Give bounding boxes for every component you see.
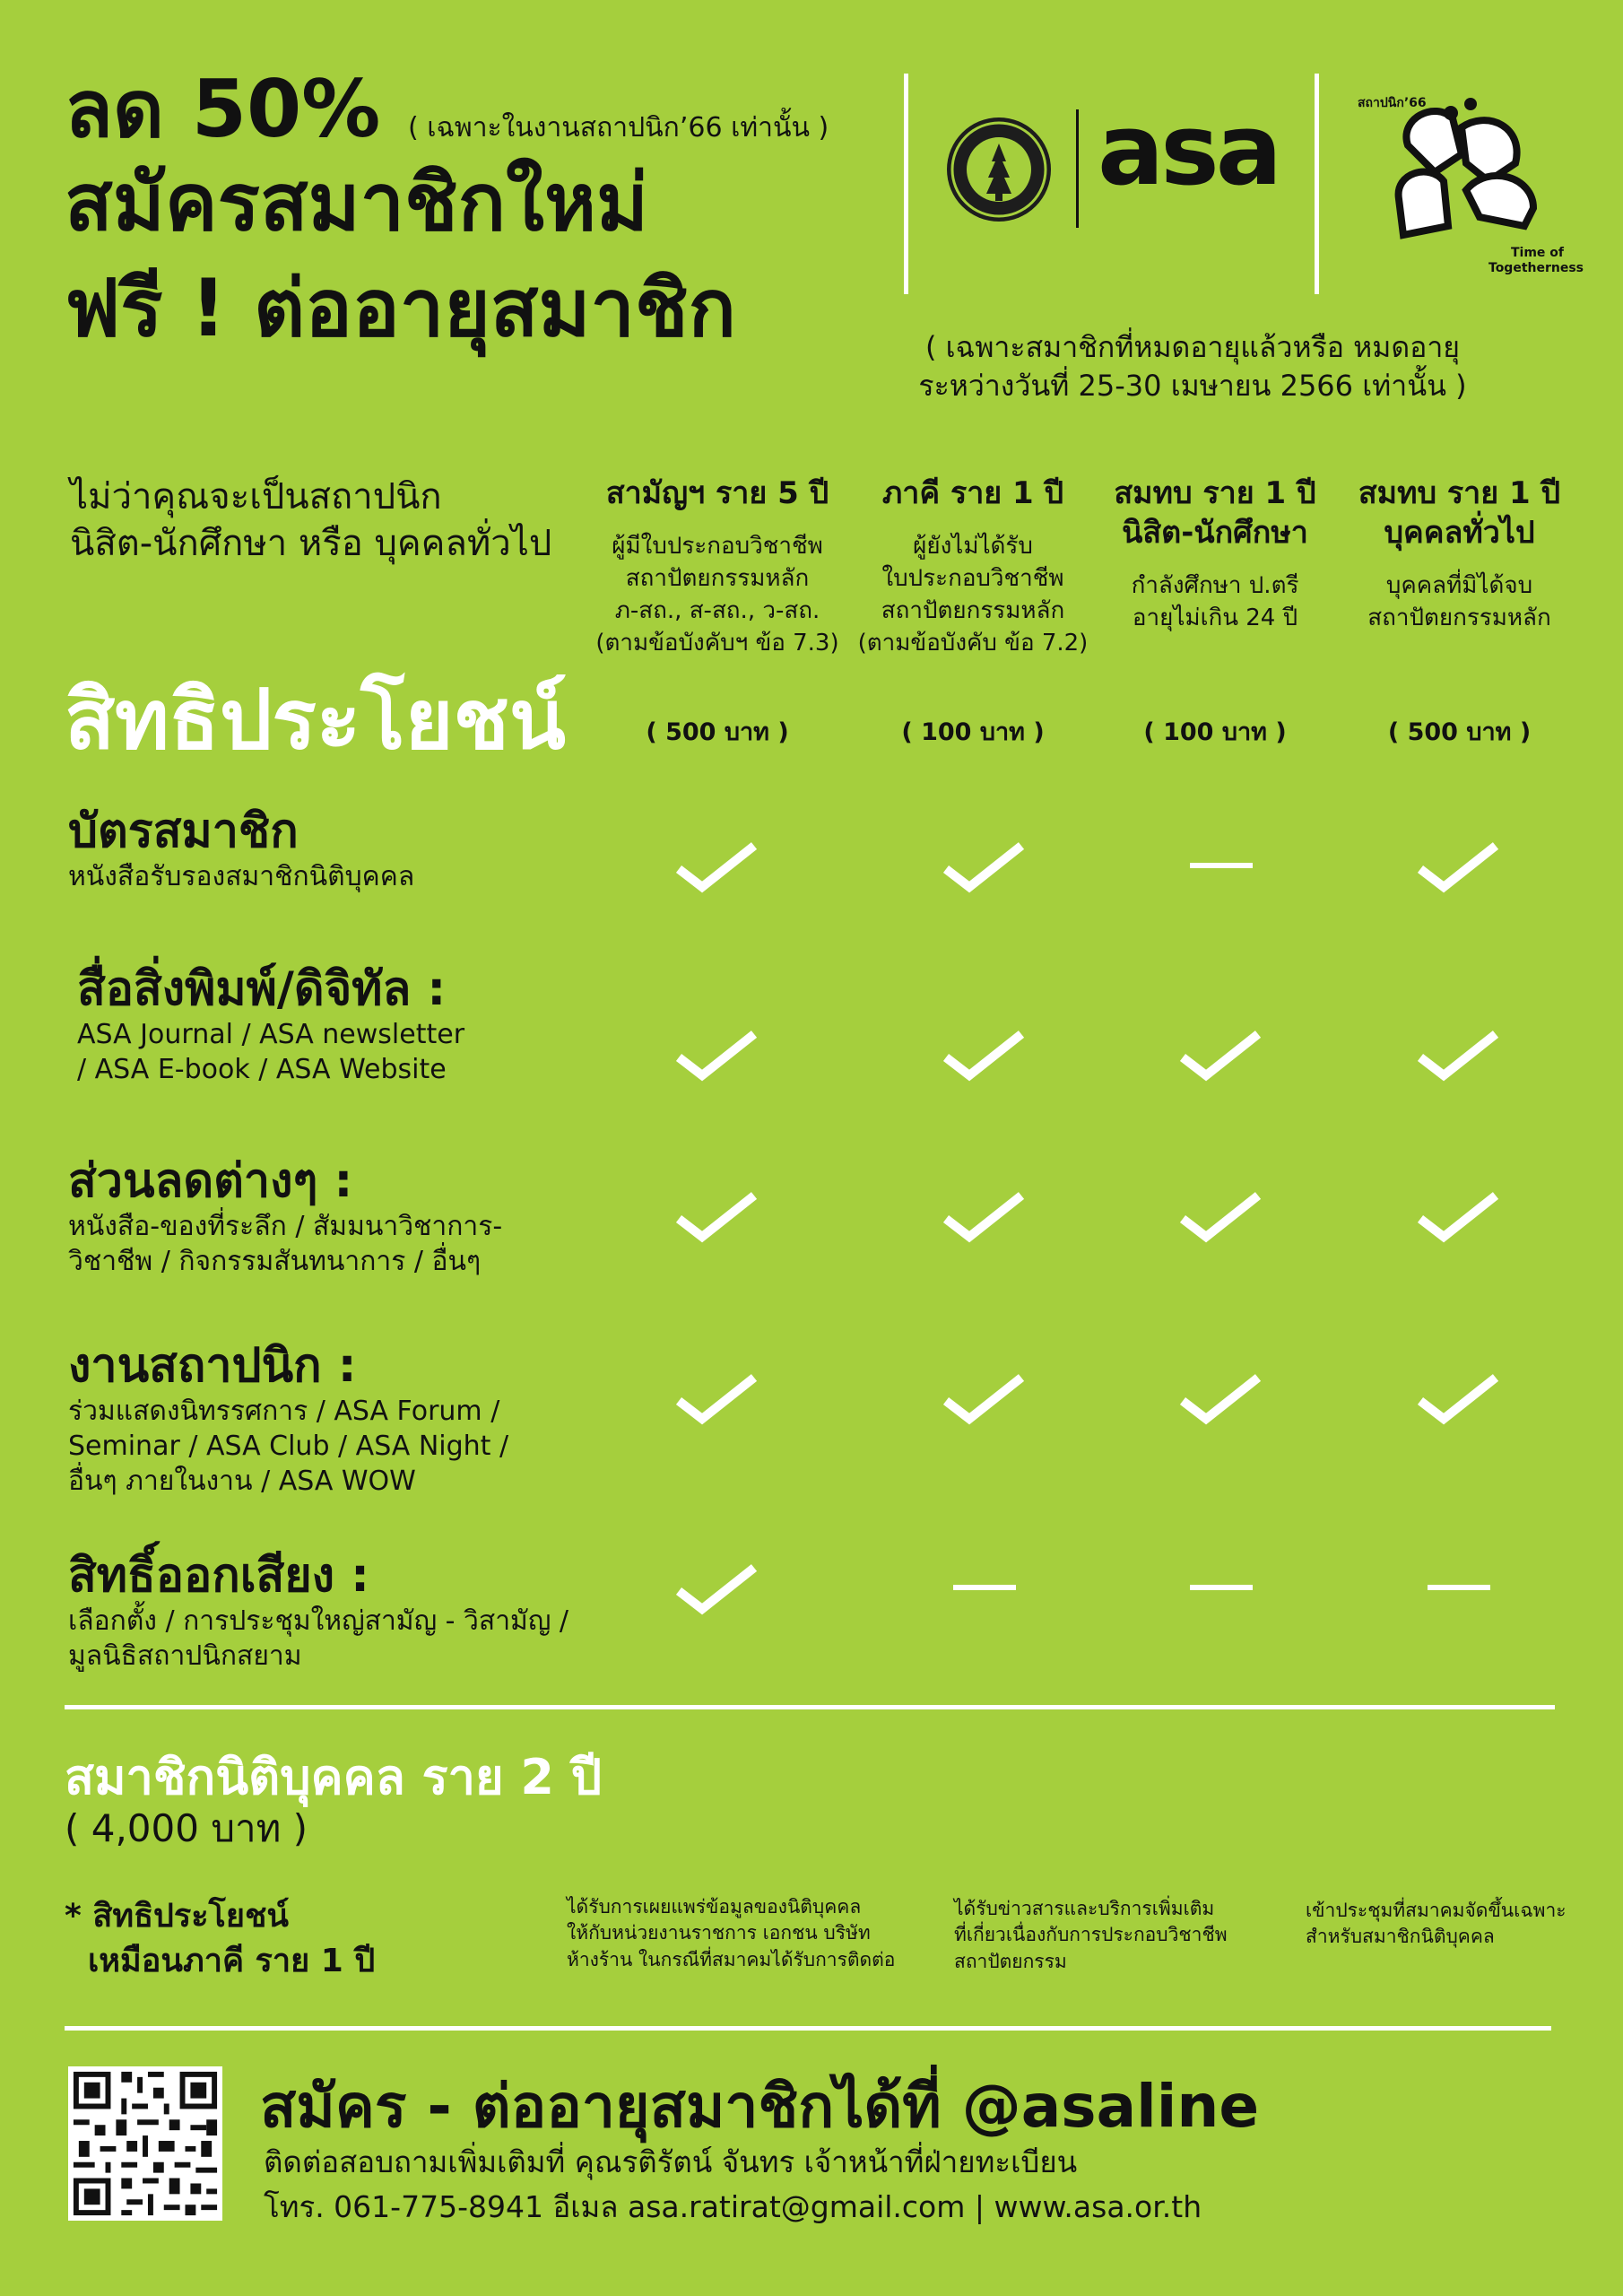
column-desc-line: ผู้มีใบประกอบวิชาชีพ [612,533,823,561]
check-icon [1172,1018,1271,1090]
event-tagline-line1: Time of [1510,246,1564,260]
column-regular-5yr [583,474,852,660]
column-associate-1yr [843,474,1103,660]
qr-code-icon [68,2066,222,2221]
event-tagline-line2: Togetherness [1488,260,1584,275]
corporate-benefit [567,1894,943,1973]
headline-discount-main: ลด 50% [65,63,381,155]
event-tagline [1488,246,1584,276]
headline-discount-note: ( เฉพาะในงานสถาปนิก’66 เท่านั้น ) [407,112,829,144]
corporate-benefit-line: ที่เกี่ยวเนื่องกับการประกอบวิชาชีพ [954,1924,1228,1946]
column-desc [1336,570,1583,635]
check-icon [935,1179,1034,1251]
check-icon [935,1018,1034,1090]
row-sub [68,1209,502,1279]
check-icon [1172,1361,1271,1433]
footer-contact [264,2140,1202,2229]
column-desc [583,531,852,660]
qr-code[interactable] [68,2066,222,2221]
row-sub-line: หนังสือรับรองสมาชิกนิติบุคคล [68,860,415,892]
check-icon [1410,1018,1508,1090]
dash-icon [1172,1552,1271,1623]
check-icon [668,1179,767,1251]
row-architect-expo [68,1340,508,1499]
row-title: งานสถาปนิก : [68,1339,357,1393]
column-price: ( 100 บาท ) [901,718,1045,746]
row-sub [68,1604,568,1674]
row-sub-line: / ASA E-book / ASA Website [77,1053,447,1085]
intro-text [70,474,551,567]
renew-note [888,328,1497,405]
corporate-benefit-line: ห้างร้าน ในกรณีที่สมาคมได้รับการติดต่อ [567,1948,896,1970]
row-discounts [68,1155,502,1279]
column-head [1336,474,1583,552]
footer-title: สมัคร - ต่ออายุสมาชิกได้ที่ @asaline [260,2072,1260,2141]
row-title: บัตรสมาชิก [68,804,299,858]
corporate-note-line1: * สิทธิประโยชน์ [65,1898,290,1935]
corporate-note [65,1894,375,1985]
check-icon [1410,830,1508,901]
corporate-benefit-line: ได้รับการเผยแพร่ข้อมูลของนิติบุคคล [567,1896,862,1918]
check-icon [668,1018,767,1090]
column-desc-line: (ตามข้อบังคับ ข้อ 7.2) [857,629,1089,657]
row-member-card [68,805,414,894]
footer-contact-line1: ติดต่อสอบถามเพิ่มเติมที่ คุณรติรัตน์ จันทร เจ้าหน้าที่ฝ่ายทะเบียน [264,2144,1078,2179]
corporate-benefit-line: สำหรับสมาชิกนิติบุคคล [1306,1926,1495,1948]
row-title: สื่อสิ่งพิมพ์/ดิจิทัล : [77,962,447,1016]
column-price: ( 100 บาท ) [1143,718,1287,746]
corporate-price: ( 4,000 บาท ) [65,1806,308,1850]
headline-renew: ฟรี ! ต่ออายุสมาชิก [65,262,736,354]
corporate-benefit-line: สถาปัตยกรรม [954,1950,1067,1972]
column-price: ( 500 บาท ) [1387,718,1532,746]
headline-discount [65,63,829,155]
header-divider-left [904,74,908,294]
asa-wordmark-logo: asa [1098,92,1279,207]
intro-line1: ไม่ว่าคุณจะเป็นสถาปนิก [70,476,442,517]
corporate-note-line2: เหมือนภาคี ราย 1 ปี [88,1943,376,1980]
corporate-title: สมาชิกนิติบุคคล ราย 2 ปี [65,1749,603,1805]
column-desc-line: อายุไม่เกิน 24 ปี [1132,604,1298,632]
check-icon [1410,1179,1508,1251]
corporate-benefit [954,1896,1277,1975]
check-icon [935,1361,1034,1433]
logo-divider [1076,109,1079,228]
row-title: สิทธิ์ออกเสียง : [68,1549,369,1603]
column-affiliate-general [1336,474,1583,635]
check-icon [668,1552,767,1623]
column-desc-line: ภ-สถ., ส-สถ., ว-สถ. [614,596,820,624]
corporate-benefit-line: ได้รับข่าวสารและบริการเพิ่มเติม [954,1898,1215,1919]
row-sub [68,1394,508,1499]
column-head-line: ภาคี ราย 1 ปี [881,475,1064,511]
row-publications [77,963,464,1087]
event-small-label: สถาปนิก’66 [1358,96,1427,110]
event-logo [1381,91,1569,262]
column-desc-line: สถาปัตยกรรมหลัก [881,596,1065,624]
benefits-title: สิทธิประโยชน์ [65,672,566,768]
column-desc-line: สถาปัตยกรรมหลัก [1367,604,1551,632]
corporate-benefit [1306,1898,1593,1951]
check-icon [668,830,767,901]
column-head-line: สมทบ ราย 1 ปี [1358,475,1561,511]
row-sub-line: วิชาชีพ / กิจกรรมสันทนาการ / อื่นๆ [68,1245,482,1277]
row-voting-rights [68,1550,568,1674]
column-desc-line: บุคคลที่มิได้จบ [1385,572,1533,600]
column-desc [843,531,1103,660]
row-sub-line: ร่วมแสดงนิทรรศการ / ASA Forum / [68,1395,500,1427]
column-desc-line: ใบประกอบวิชาชีพ [881,565,1064,593]
row-sub [77,1017,464,1087]
headline-new-member: สมัครสมาชิกใหม่ [65,156,648,248]
row-title: ส่วนลดต่างๆ : [68,1154,353,1208]
column-head-line: บุคคลทั่วไป [1384,515,1535,552]
column-head [1094,474,1336,552]
row-sub [68,859,414,894]
column-head [583,474,852,513]
row-sub-line: Seminar / ASA Club / ASA Night / [68,1430,509,1462]
dash-icon [935,1552,1034,1623]
corporate-benefit-line: ให้กับหน่วยงานราชการ เอกชน บริษัท [567,1922,871,1944]
column-desc-line: ผู้ยังไม่ได้รับ [913,533,1033,561]
intro-line2: นิสิต-นักศึกษา หรือ บุคคลทั่วไป [70,523,552,564]
header-divider-right [1315,74,1319,294]
row-sub-line: มูลนิธิสถาปนิกสยาม [68,1639,302,1672]
column-head-line: นิสิต-นักศึกษา [1122,515,1308,552]
column-desc-line: สถาปัตยกรรมหลัก [625,565,810,593]
check-icon [1410,1361,1508,1433]
renew-note-line2: ระหว่างวันที่ 25-30 เมษายน 2566 เท่านั้น ) [918,369,1467,404]
column-head [843,474,1103,513]
column-price: ( 500 บาท ) [646,718,789,746]
asa-seal-logo [943,109,1055,230]
column-head-line: สมทบ ราย 1 ปี [1114,475,1316,511]
corporate-benefit-line: เข้าประชุมที่สมาคมจัดขึ้นเฉพาะ [1306,1900,1567,1921]
dash-icon [1172,830,1271,901]
column-desc [1094,570,1336,635]
row-sub-line: หนังสือ-ของที่ระลึก / สัมมนาวิชาการ- [68,1210,503,1242]
dash-icon [1410,1552,1508,1623]
column-desc-line: กำลังศึกษา ป.ตรี [1131,572,1299,600]
section-divider-top [65,1705,1555,1709]
renew-note-line1: ( เฉพาะสมาชิกที่หมดอายุแล้วหรือ หมดอายุ [924,330,1461,364]
check-icon [935,830,1034,901]
column-affiliate-student [1094,474,1336,635]
row-sub-line: เลือกตั้ง / การประชุมใหญ่สามัญ - วิสามัญ / [68,1605,569,1637]
row-sub-line: อื่นๆ ภายในงาน / ASA WOW [68,1465,416,1497]
column-head-line: สามัญฯ ราย 5 ปี [605,475,829,511]
section-divider-bottom [65,2026,1551,2031]
check-icon [1172,1179,1271,1251]
column-desc-line: (ตามข้อบังคับฯ ข้อ 7.3) [595,629,839,657]
check-icon [668,1361,767,1433]
row-sub-line: ASA Journal / ASA newsletter [77,1018,465,1050]
footer-contact-line2: โทร. 061-775-8941 อีเมล asa.ratirat@gmail.com | www.asa.or.th [264,2188,1202,2224]
